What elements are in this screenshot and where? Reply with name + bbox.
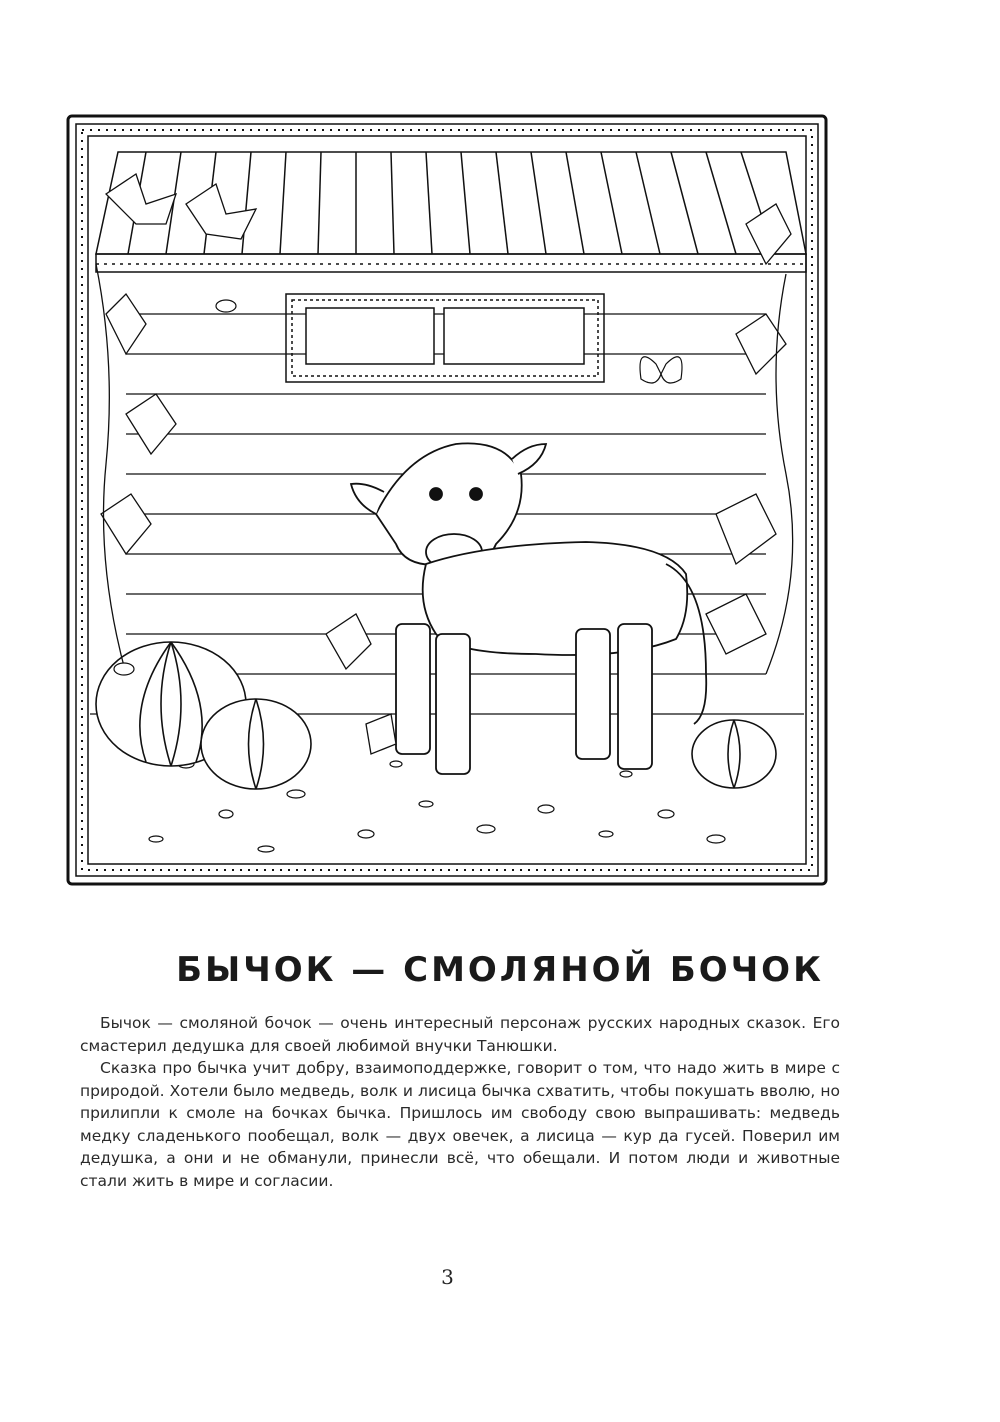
paragraph: Бычок — смоляной бочок — очень интересный персонаж русских народных сказок. Его смастерил дедушка для своей любимой внучки Танюшки.	[80, 1014, 840, 1055]
illustration-frame	[66, 114, 828, 886]
straw-bull-icon	[351, 443, 706, 774]
page-title: БЫЧОК — СМОЛЯНОЙ БОЧОК	[176, 950, 824, 990]
coloring-illustration-icon	[66, 114, 828, 886]
body-text	[80, 1012, 840, 1192]
paragraph: Сказка про бычка учит добру, взаимоподдержке, говорит о том, что надо жить в мире с природой. Хотели было медведь, волк и лисица бычка схватить, чтобы покушать вволю, но прилипли к смоле на бочках бычка. Пришлось им свободу свою выпрашивать: медведь медку сладенького пообещал, волк — двух овечек, а лисица — кур да гусей. Поверил им дедушка, а они и не обманули, принесли всё, что обещали. И потом люди и животные стали жить в мире и согласии.	[80, 1059, 840, 1190]
page-number: 3	[441, 1265, 454, 1289]
bee-icon	[114, 300, 236, 675]
butterfly-icon	[640, 357, 682, 383]
window-icon	[286, 294, 604, 382]
